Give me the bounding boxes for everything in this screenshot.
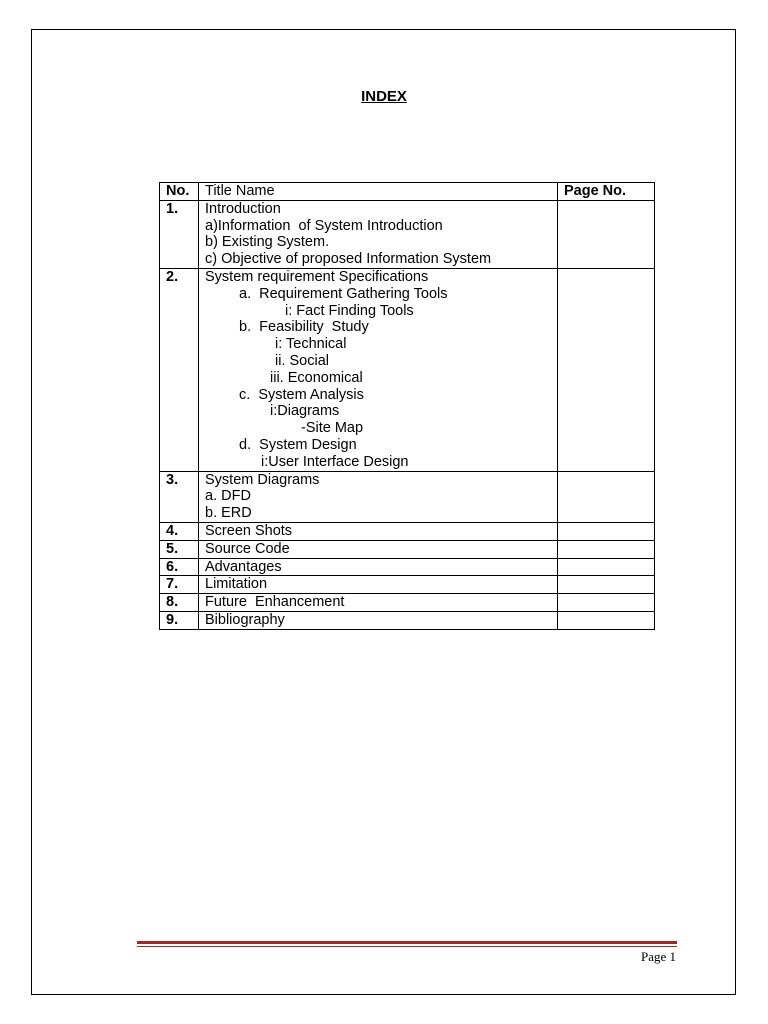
table-header-row bbox=[160, 183, 655, 201]
footer-rule-thin bbox=[137, 946, 677, 947]
row-title-line: System requirement Specifications bbox=[205, 268, 429, 285]
row-title-line: b. Feasibility Study bbox=[239, 319, 369, 336]
row-page-number bbox=[558, 540, 655, 558]
header-no: No. bbox=[160, 183, 199, 201]
table-row bbox=[160, 268, 655, 471]
row-title-line: System Diagrams bbox=[205, 471, 320, 488]
row-title-cell bbox=[199, 594, 558, 612]
row-title-line: i: Technical bbox=[275, 336, 347, 353]
row-page-number bbox=[558, 471, 655, 522]
row-number: 9. bbox=[160, 611, 199, 629]
table-row bbox=[160, 200, 655, 268]
row-page-number bbox=[558, 558, 655, 576]
table-row bbox=[160, 576, 655, 594]
row-number: 8. bbox=[160, 594, 199, 612]
row-page-number bbox=[558, 200, 655, 268]
row-title-cell bbox=[199, 200, 558, 268]
index-title: INDEX bbox=[361, 88, 407, 105]
row-title-line: a. Requirement Gathering Tools bbox=[239, 285, 448, 302]
row-title-line: Limitation bbox=[205, 576, 268, 593]
row-title-line: iii. Economical bbox=[270, 369, 363, 386]
table-row bbox=[160, 594, 655, 612]
row-title-line: Screen Shots bbox=[205, 522, 293, 539]
footer-rule-thick bbox=[137, 941, 677, 944]
row-title-line: b. ERD bbox=[205, 505, 252, 522]
row-title-cell bbox=[199, 540, 558, 558]
index-table bbox=[159, 182, 655, 630]
row-title-cell bbox=[199, 558, 558, 576]
row-title-line: a. DFD bbox=[205, 488, 251, 505]
row-title-line: c. System Analysis bbox=[239, 386, 364, 403]
row-number: 5. bbox=[160, 540, 199, 558]
table-body bbox=[160, 200, 655, 629]
row-number: 4. bbox=[160, 522, 199, 540]
table-row bbox=[160, 558, 655, 576]
row-page-number bbox=[558, 611, 655, 629]
row-title-line: Future Enhancement bbox=[205, 594, 345, 611]
row-title-line: i:User Interface Design bbox=[261, 453, 409, 470]
row-title-cell bbox=[199, 268, 558, 471]
row-title-line: Introduction bbox=[205, 200, 281, 217]
row-title-line: ii. Social bbox=[275, 352, 329, 369]
row-title-line: a)Information of System Introduction bbox=[205, 217, 443, 234]
row-number: 3. bbox=[160, 471, 199, 522]
row-number: 7. bbox=[160, 576, 199, 594]
row-number: 6. bbox=[160, 558, 199, 576]
row-number: 2. bbox=[160, 268, 199, 471]
row-title-line: Bibliography bbox=[205, 611, 285, 628]
header-title-name: Title Name bbox=[199, 183, 558, 201]
row-title-line: i: Fact Finding Tools bbox=[285, 302, 414, 319]
row-page-number bbox=[558, 268, 655, 471]
row-title-line: b) Existing System. bbox=[205, 234, 330, 251]
row-page-number bbox=[558, 594, 655, 612]
row-title-line: Source Code bbox=[205, 540, 290, 557]
row-title-cell bbox=[199, 471, 558, 522]
row-title-line: d. System Design bbox=[239, 436, 357, 453]
row-number: 1. bbox=[160, 200, 199, 268]
row-title-cell bbox=[199, 611, 558, 629]
table-row bbox=[160, 471, 655, 522]
table-row bbox=[160, 611, 655, 629]
footer-page-number: Page 1 bbox=[640, 949, 676, 964]
row-title-line: c) Objective of proposed Information System bbox=[205, 251, 492, 268]
header-page-no: Page No. bbox=[558, 183, 655, 201]
row-title-cell bbox=[199, 576, 558, 594]
row-page-number bbox=[558, 522, 655, 540]
row-title-line: i:Diagrams bbox=[270, 403, 340, 420]
row-title-line: -Site Map bbox=[301, 420, 364, 437]
row-title-cell bbox=[199, 522, 558, 540]
table-row bbox=[160, 540, 655, 558]
table-row bbox=[160, 522, 655, 540]
row-page-number bbox=[558, 576, 655, 594]
row-title-line: Advantages bbox=[205, 558, 282, 575]
